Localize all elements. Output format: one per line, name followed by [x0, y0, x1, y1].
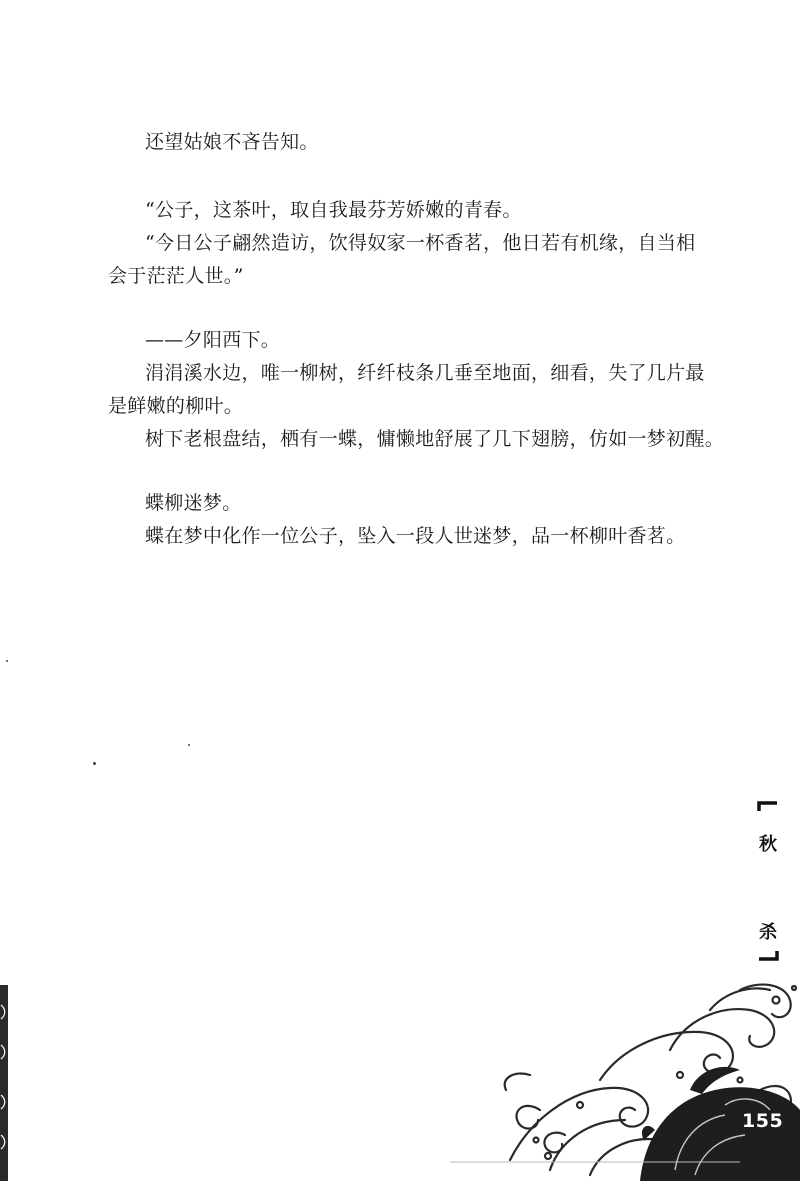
paragraph: 蝶在梦中化作一位公子，坠入一段人世迷梦，品一杯柳叶香茗。: [145, 525, 686, 547]
paragraph: 是鲜嫩的柳叶。: [108, 395, 244, 417]
paragraph: 树下老根盘结，栖有一蝶，慵懒地舒展了几下翅膀，仿如一梦初醒。: [145, 428, 725, 450]
edge-ornament-icon: [0, 985, 12, 1181]
paragraph: 会于茫茫人世。”: [108, 265, 244, 287]
page-number: 155: [742, 1110, 784, 1132]
bracket-top-icon: [757, 800, 779, 812]
paragraph: “今日公子翩然造访，饮得奴家一杯香茗，他日若有机缘，自当相: [145, 232, 696, 254]
paragraph: 还望姑娘不吝告知。: [145, 131, 319, 153]
scan-speck: [6, 660, 8, 662]
paragraph: 涓涓溪水边，唯一柳树，纤纤枝条几垂至地面，细看，失了几片最: [145, 362, 705, 384]
section-title-char: 秋: [759, 834, 777, 855]
section-title: [757, 800, 787, 970]
scan-speck: [188, 744, 190, 746]
scan-speck: [93, 762, 96, 765]
paragraph: 蝶柳迷梦。: [145, 492, 242, 514]
paragraph: “公子，这茶叶，取自我最芬芳娇嫩的青春。: [145, 199, 522, 221]
section-title-char: 杀: [759, 922, 777, 943]
floral-ornament-icon: [440, 970, 800, 1181]
bracket-bottom-icon: [757, 950, 779, 962]
paragraph: ——夕阳西下。: [145, 329, 281, 351]
